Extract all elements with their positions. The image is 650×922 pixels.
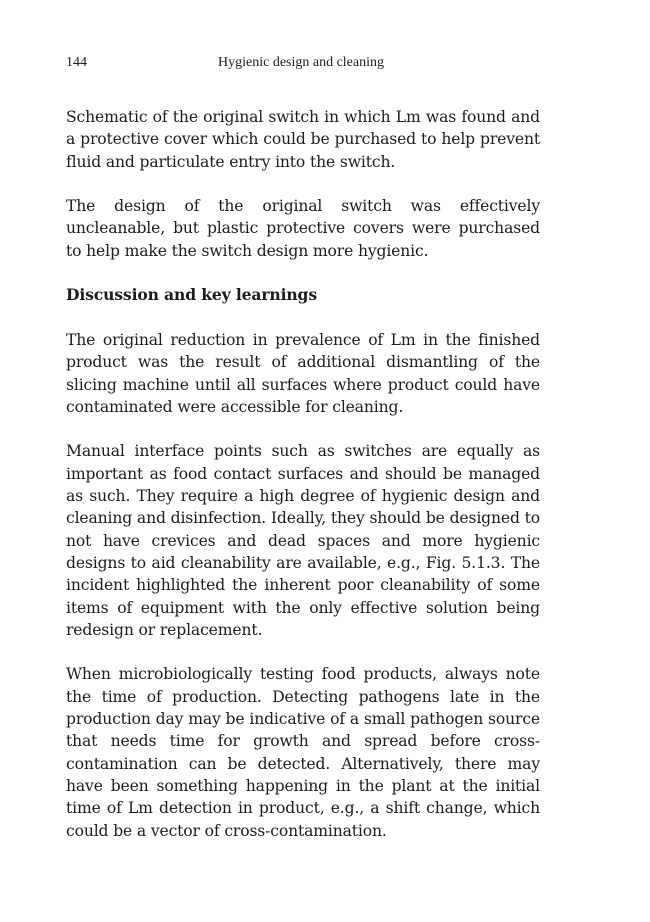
running-title: Hygienic design and cleaning: [218, 55, 385, 70]
paragraph-testing: When microbiologically testing food products, always note the time of production. Detecting pathogens late in the production day may be indicative of a small pathogen source that needs time for growth and spread before cross-contamination can be detected. Alternatively, there may have been something happening in the plant at the initial time of Lm detection in product, e.g., a shift change, which could be a vector of cross-contamination.: [66, 665, 540, 840]
paragraph-reduction: The original reduction in prevalence of Lm in the finished product was the result of additional dismantling of the slicing machine until all surfaces where product could have contaminated were accessible for cleaning.: [66, 330, 540, 416]
paragraph-switch-design: The design of the original switch was effectively uncleanable, but plastic protective covers were purchased to help make the switch design more hygienic.: [66, 197, 540, 260]
section-heading: Discussion and key learnings: [66, 285, 317, 305]
body-text: [66, 106, 540, 864]
paragraph-figure-caption: Schematic of the original switch in which Lm was found and a protective cover which could be purchased to help prevent fluid and particulate entry into the switch.: [66, 108, 540, 171]
paragraph-manual-interface: Manual interface points such as switches are equally as important as food contact surfaces and should be managed as such. They require a high degree of hygienic design and cleaning and disinfection. Ideally, they should be designed to not have crevices and dead spaces and more hygienic designs to aid cleanability are available, e.g., Fig. 5.1.3. The incident highlighted the inherent poor cleanability of some items of equipment with the only effective solution being redesign or replacement.: [66, 442, 540, 639]
page-number: 144: [66, 55, 87, 70]
page-header: [66, 55, 540, 75]
